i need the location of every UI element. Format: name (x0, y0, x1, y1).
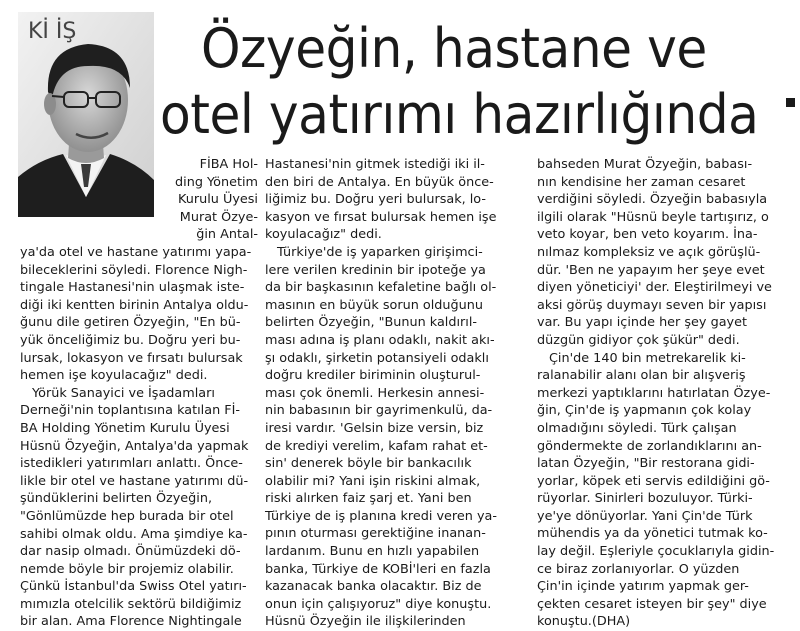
article-text-line: hemen işe koyulacağız" dedi. (20, 368, 208, 384)
article-text-line: FİBA Hol- (199, 157, 258, 172)
article-text-line: ding Yönetim (175, 174, 258, 190)
article-text-line: olmadığını söyledi. Türk çalışan (537, 420, 737, 436)
article-text-line: dar nasip olmadı. Önümüzdeki dö- (20, 544, 241, 560)
article-text-line: düzgün gidiyor çok şükür" dedi. (537, 332, 740, 348)
article-text-line: ye'ye dönüyorlar. Yani Çin'de Türk (537, 508, 753, 524)
article-text-line: ilgili olarak "Hüsnü beyle tartışırız, o (537, 209, 769, 225)
article-text-line: merkezi yaptıklarını hatırlatan Özye- (537, 385, 771, 401)
article-text-line: kazanacak banka olacaktır. Biz de (265, 579, 482, 595)
article-text-line: Hüsnü Özyeğin, Antalya'da yapmak (20, 438, 249, 454)
article-text-line: ğunu dile getiren Özyeğin, "En bü- (20, 315, 241, 331)
article-text-line: rüyorlar. Sinirleri bozuluyor. Türki- (537, 491, 753, 507)
article-text-line: masının en büyük sorun olduğunu (265, 297, 483, 313)
article-text-line: var. Bu yapı içinde her şey gayet (537, 315, 747, 331)
article-text-line: den biri de Antalya. En büyük önce- (265, 174, 494, 190)
article-text-line: sin' denerek böyle bir bankacılık (265, 456, 472, 472)
article-text-line: Çin'in içinde yatırım yapmak ger- (537, 579, 749, 595)
article-text-line: lursak, lokasyon ve fırsatı bulursak (20, 350, 243, 366)
article-text-line: göndermekte de zorlandıklarını an- (537, 438, 762, 454)
column-1-intro (158, 156, 258, 244)
article-text-line: çekten cesaret isteyen bir şey" diye (537, 596, 767, 612)
article-text-line: diyen yöneticiyi' der. Eleştirilmeyi ve (537, 280, 772, 296)
logo-fragment: Kİ İŞ (28, 19, 77, 44)
article-text-line: ması çok önemli. Herkesin annesi- (265, 385, 485, 401)
column-2 (265, 156, 528, 631)
article-text-line: Türkiye de iş planına kredi veren ya- (265, 508, 497, 524)
portrait-photo (18, 12, 154, 217)
article-text-line: pının oturması gerektiğine inanan- (265, 526, 486, 542)
article-text-line: bileceklerini söyledi. Florence Nigh- (20, 262, 248, 278)
article-text-line: konuştu.(DHA) (537, 614, 631, 630)
article-text-line: veto koyar, ben veto koyarım. İna- (537, 227, 758, 243)
article-text-line: mühendis ya da yönetici tutmak ko- (537, 526, 768, 542)
article-text-line: bir alan. Ama Florence Nightingale (20, 614, 242, 630)
article-text-line: nın kendisine her zaman cesaret (537, 174, 746, 190)
article-text-line: kasyon ve fırsat bulursak hemen işe (265, 209, 497, 225)
headline-line-2: otel yatırımı hazırlığında (160, 83, 759, 146)
article-text-line: iresi vardır. 'Gelsin bize versin, biz (265, 420, 484, 436)
article-text-line: lere verilen kredinin bir ipoteğe ya (265, 262, 486, 278)
square-bullet-icon (786, 98, 795, 107)
article-text-line: BA Holding Yönetim Kurulu Üyesi (20, 420, 230, 436)
article-text-line: da bir başkasının kefaletine bağlı ol- (265, 280, 497, 296)
article-text-line: Derneği'nin toplantısına katılan Fİ- (20, 403, 241, 419)
article-text-line: Hastanesi'nin gitmek istediği iki il- (265, 157, 485, 172)
article-text-line: ması adına iş planı odaklı, nakit akı- (265, 332, 495, 348)
article-text-line: koyulacağız" dedi. (265, 227, 382, 243)
article-text-line: Kurulu Üyesi (177, 192, 258, 208)
article-text-line: doğru krediler biriminin oluşturul- (265, 368, 481, 384)
portrait-image (18, 12, 154, 217)
article-text-line: istedikleri yatırımları anlattı. Önce- (20, 456, 243, 472)
article-text-line: onun için çalışıyoruz" diye konuştu. (265, 596, 492, 612)
article-text-line: aksi görüş duymayı seven bir yapısı (537, 297, 767, 313)
article-text-line: "Gönlümüzde hep burada bir otel (20, 508, 234, 524)
article-text-line: Yörük Sanayici ve İşadamları (32, 385, 215, 401)
article-text-line: Türkiye'de iş yaparken girişimci- (277, 244, 483, 260)
article-text-line: diği iki kentten birinin Antalya oldu- (20, 297, 249, 313)
article-text-line: ya'da otel ve hastane yatırımı yapa- (20, 245, 252, 260)
article-text-line: latan Özyeğin, "Bir restorana gidi- (537, 456, 755, 472)
article-text-line: nemde böyle bir projemiz olabilir. (20, 561, 234, 577)
article-text-line: Murat Özye- (179, 209, 258, 225)
headline-line-1: Özyeğin, hastane ve (200, 17, 707, 80)
headline (160, 16, 759, 148)
article-text-line: olabilir mi? Yani işin riskini almak, (265, 473, 481, 489)
article-text-line: Çünkü İstanbul'da Swiss Otel yatırı- (20, 579, 247, 595)
article-text-line: nılmaz kompleksiz ve açık görüşlü- (537, 244, 761, 260)
column-1 (20, 244, 258, 631)
article-text-line: ce biraz zorlanıyorlar. O yüzden (537, 561, 740, 577)
article-text-line: yorlar, köpek eti servis edildiğini gö- (537, 473, 770, 489)
article-text-line: de krediyi verelim, kafam rahat et- (265, 438, 488, 454)
article-text-line: riski alırken faiz şarj et. Yani ben (265, 491, 472, 507)
article-text-line: nin babasının bir gayrimenkulü, da- (265, 403, 493, 419)
article-text-line: banka, Türkiye de KOBİ'leri en fazla (265, 561, 491, 577)
article-text-line: yük önceliğimiz bu. Doğru yeri bu- (20, 332, 241, 348)
article-text-line: tingale Hastanesi'nin ulaşmak iste- (20, 280, 245, 296)
column-3 (537, 156, 781, 631)
article-text-line: belirten Özyeğin, "Bunun kaldırıl- (265, 315, 478, 331)
article-text-line: şı odaklı, şirketin potansiyeli odaklı (265, 350, 489, 366)
article-text-line: bahseden Murat Özyeğin, babası- (537, 157, 753, 172)
article-text-line: mımızla otelcilik sektörü bildiğimiz (20, 596, 242, 612)
article-text-line: lardanım. Bunu en hızlı yapabilen (265, 544, 480, 560)
article-text-line: sahibi olmak oldu. Ama şimdiye ka- (20, 526, 248, 542)
article-text-line: likle bir otel ve hastane yatırımı dü- (20, 473, 249, 489)
article-text-line: liğimiz bu. Doğru yeri bulursak, lo- (265, 192, 486, 208)
article-text-line: Çin'de 140 bin metrekarelik ki- (549, 350, 746, 366)
article-text-line: Hüsnü Özyeğin ile ilişkilerinden (265, 614, 466, 630)
article-text-line: verdiğini söyledi. Özyeğin babasıyla (537, 192, 768, 208)
article-text-line: lay değil. Eşleriyle çocuklarıyla gidin- (537, 544, 775, 560)
article-text-line: dür. 'Ben ne yapayım her şeye evet (537, 262, 765, 278)
article-text-line: ğin, Çin'de iş yapmanın çok kolay (537, 403, 752, 419)
article-text-line: ralanabilir alanı olan bir alışveriş (537, 368, 746, 384)
article-text-line: ğin Antal- (196, 227, 258, 243)
article-text-line: şündüklerini belirten Özyeğin, (20, 491, 213, 507)
